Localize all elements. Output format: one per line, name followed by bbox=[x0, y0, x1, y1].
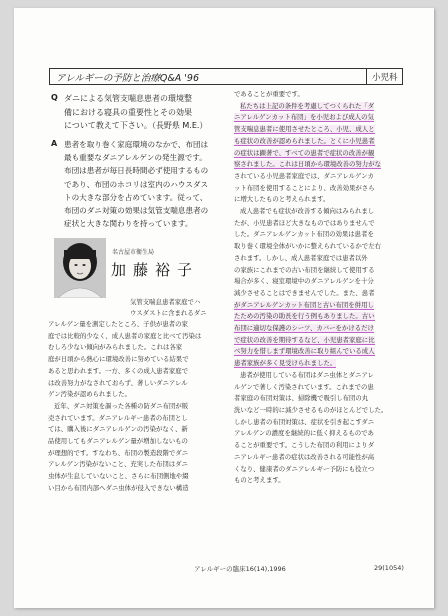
body-line: 取り巻く環境全体がいかに整えられているかで左右 bbox=[234, 242, 381, 251]
body-line bbox=[234, 346, 414, 358]
body-line bbox=[234, 136, 414, 148]
right-body-text bbox=[234, 89, 414, 487]
body-line: 近年、ダニ対策を謳った各種の防ダニ布団が販 bbox=[54, 401, 189, 410]
answer-line: 布団のダニ対策の効果は気管支喘息患者の bbox=[64, 206, 209, 216]
answer-line: 布団は患者が毎日長時間必ず使用するもの bbox=[64, 166, 209, 176]
body-line: 成人患者でも症状が改善する傾向はみられまし bbox=[240, 207, 375, 216]
body-line: であることが重要です。 bbox=[234, 90, 304, 98]
body-line: 洗いなど一時的に減少させるものがほとんどでした。 bbox=[234, 405, 388, 414]
body-line: 患者が使用している布団はダニ虫体とダニアレ bbox=[240, 370, 374, 379]
question-line: について教えて下さい。（長野県 M.E.） bbox=[64, 121, 208, 130]
body-line: 庭が日頃から熱心に環境改善に努めている結果で bbox=[48, 355, 189, 364]
body-line: ゲン汚染が認められました。 bbox=[48, 390, 131, 399]
highlighted-text: たための汚染の助長を行う例もありました。古い bbox=[234, 312, 375, 321]
left-body-intro bbox=[130, 297, 224, 309]
answer-line: トの大きな部分を占めています。従って、 bbox=[64, 192, 208, 202]
answer-line: 症状と大きな関わりを持っています。 bbox=[64, 219, 193, 229]
body-line: 者家庭の布団対策は、掃除機で吸引し布団の丸 bbox=[234, 394, 369, 403]
body-line: ることが重要です。こうした布団の利用によりダ bbox=[234, 441, 375, 450]
body-line: 気管支喘息患者家庭でハ bbox=[130, 298, 201, 306]
body-line bbox=[234, 148, 414, 160]
body-line: むしろ少ない傾向がみられました。これは各家 bbox=[48, 343, 183, 352]
body-line: しかし患者の布団対策は、症状を引き起こすダニ bbox=[234, 417, 375, 426]
highlighted-text: で症状の改善を期待するなど、小児患者家庭に比 bbox=[234, 335, 375, 344]
body-line: した。ダニアレルゲンカット布団の効果は患者を bbox=[234, 230, 374, 239]
footer-page-number: 29(1054) bbox=[374, 564, 404, 572]
author-photo bbox=[54, 238, 106, 298]
body-line: 減少させることはできませんでした。また、患者 bbox=[234, 288, 375, 297]
body-line: 庭では比較的少なく、成人患者の家庭と比べて汚染は bbox=[48, 331, 202, 340]
body-line: ウスダストに含まれるダニ bbox=[130, 309, 207, 317]
body-line: くなり、健康者のダニアレルギー予防にも役立つ bbox=[234, 464, 375, 473]
body-line: い目から布団内部へダニ虫体が侵入できない構造 bbox=[48, 483, 189, 492]
highlighted-text: べ努力を惜しまず環境改善に取り組んでいる成人 bbox=[234, 347, 375, 356]
body-line: ニアレルギー患者の症状は改善される可能性が高 bbox=[234, 452, 375, 461]
body-line: が理想的です。すなわち、布団の製造段階でダニ bbox=[48, 448, 189, 457]
body-line: は改善努力がなされておらず、著しいダニアレル bbox=[48, 378, 188, 387]
question-block bbox=[64, 92, 207, 133]
body-line: ルゲンで著しく汚染されています。これまでの患 bbox=[234, 382, 374, 391]
question-line: 備における寝具の重要性とその効果 bbox=[64, 107, 192, 117]
question-line: ダニによる気管支喘息患者の環境整 bbox=[64, 94, 192, 103]
highlighted-text: ニアレルゲンカット布団」を小児および成人の気 bbox=[234, 113, 374, 122]
body-line bbox=[234, 335, 414, 347]
body-line: 売されています。ダニアレルギー患者の布団とし bbox=[48, 413, 188, 422]
highlighted-text: も症状の改善が認められました。とくに小児患者 bbox=[234, 136, 375, 145]
highlighted-text: 私たちは上記の条件を考慮してつくられた「ダ bbox=[240, 101, 375, 110]
question-icon: Q bbox=[51, 93, 58, 102]
body-line bbox=[234, 159, 414, 171]
author-portrait-image bbox=[54, 238, 106, 298]
answer-block bbox=[64, 138, 208, 230]
body-line: されます。しかし、成人患者家庭では患者以外 bbox=[234, 253, 368, 262]
highlighted-text: の症状は顕著で、すべての患者で症状の改善が観 bbox=[234, 148, 375, 157]
header-section: 小児科 bbox=[372, 73, 398, 83]
body-line bbox=[234, 101, 414, 113]
body-line: に増大したものと考えられます。 bbox=[234, 195, 330, 204]
highlighted-text: 察されました。これは日頃から環境改善の努力がな bbox=[234, 160, 381, 169]
body-line bbox=[234, 311, 414, 323]
document-page bbox=[14, 8, 434, 608]
body-line: ット布団を使用することにより、改善効果がさら bbox=[234, 183, 375, 192]
footer-journal: アレルギーの臨床16(14),1996 bbox=[194, 565, 286, 573]
left-body-text bbox=[48, 319, 226, 495]
body-line: アレルゲン量を測定したところ、子供が患者の家 bbox=[48, 320, 188, 328]
body-line bbox=[234, 358, 414, 370]
body-line: アレルゲンの濃度を継続的に低く抑えるものであ bbox=[234, 429, 374, 438]
highlighted-text: がダニアレルゲンカット布団と古い布団を併用し bbox=[234, 300, 374, 309]
body-line bbox=[234, 124, 414, 136]
body-line: ては、購入後にダニアレルゲンの汚染がなく、新 bbox=[48, 425, 188, 434]
left-body-intro-2 bbox=[130, 308, 224, 320]
article-header bbox=[49, 68, 403, 85]
author-name: 加藤裕子 bbox=[111, 261, 200, 279]
body-line bbox=[234, 300, 414, 312]
body-line: ものと考えます。 bbox=[234, 476, 285, 485]
body-line: アレルゲン汚染がないこと、充実した布団はダニ bbox=[48, 460, 188, 469]
body-line: 品使用してもダニアレルゲン量が増加しないもの bbox=[48, 437, 188, 446]
body-line: あると思われます。一方、多くの成人患者家庭で bbox=[48, 366, 189, 375]
answer-line: 患者を取り巻く家庭環境のなかで、布団は bbox=[64, 140, 209, 149]
body-line bbox=[234, 112, 414, 124]
answer-icon: A bbox=[51, 139, 58, 148]
body-line: 虫体が生息していないこと、さらに布団側地や綴 bbox=[48, 472, 189, 481]
header-title: アレルギーの予防と治療Q&A '96 bbox=[56, 73, 199, 84]
answer-line: 最も重要なダニアレルゲンの発生源です。 bbox=[64, 153, 207, 163]
highlighted-text: 管支喘息患者に使用させたところ、小児、成人と bbox=[234, 125, 375, 134]
body-line: 場合が多く、寝室環境中のダニアレルゲンを十分 bbox=[234, 277, 374, 286]
highlighted-text: 布団に適切な保護のシーツ、カバーをかけるだけ bbox=[234, 324, 374, 333]
body-line: たが、小児患者ほど大きなものではありませんで bbox=[234, 218, 375, 227]
highlighted-text: 患者家族が多く見受けられました。 bbox=[234, 359, 337, 368]
body-line bbox=[234, 323, 414, 335]
body-line: されている小児患者家庭では、ダニアレルゲンカ bbox=[234, 171, 374, 180]
header-divider bbox=[366, 69, 367, 84]
body-line: の家族にこれまでの古い布団を継続して使用する bbox=[234, 265, 375, 274]
answer-line: であり、布団のホコリは室内のハウスダス bbox=[64, 179, 209, 189]
author-affiliation: 名古屋市衛生局 bbox=[112, 249, 155, 256]
